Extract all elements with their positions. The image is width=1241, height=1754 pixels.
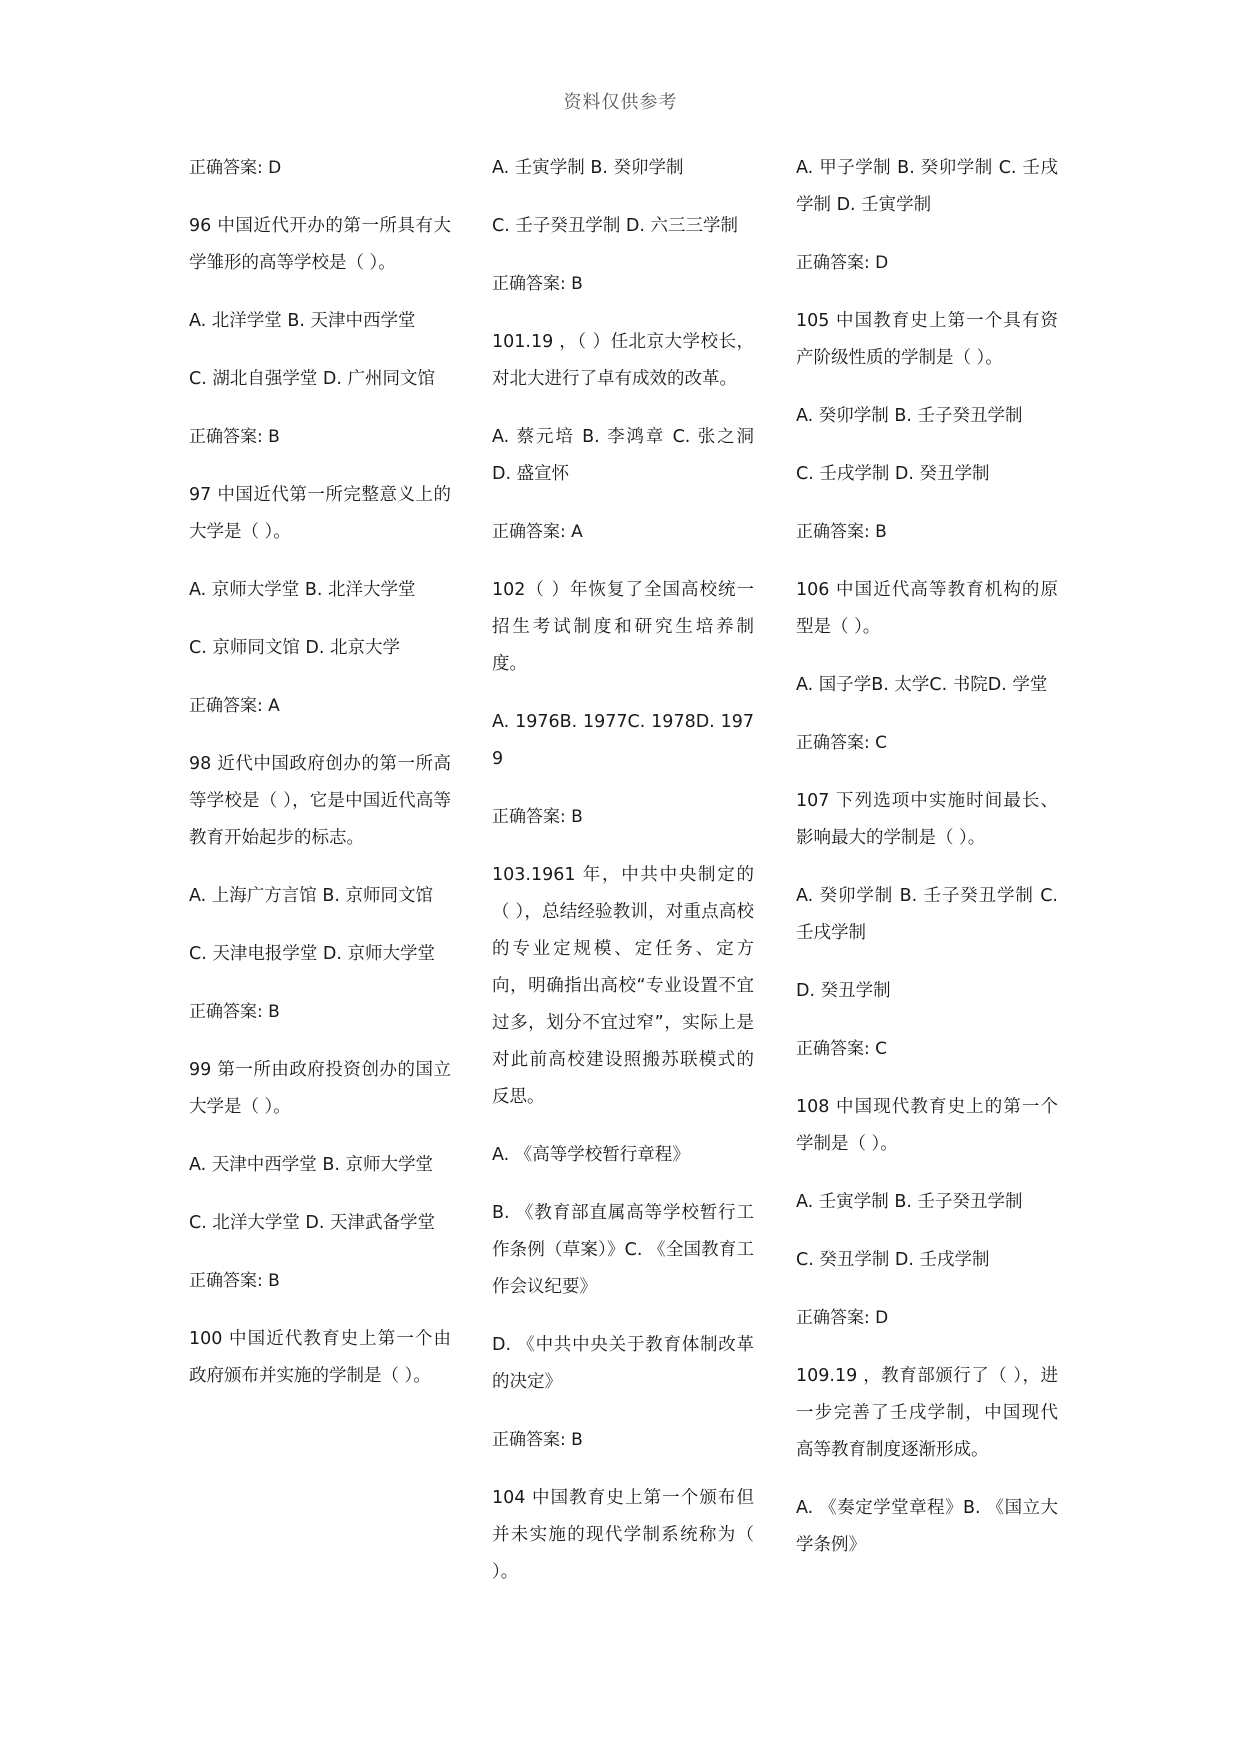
answer-line: 正确答案: B — [189, 1271, 280, 1291]
option-line: C. 壬子癸丑学制 D. 六三三学制 — [492, 216, 739, 236]
answer-line: 正确答案: D — [189, 158, 282, 178]
answer-line: 正确答案: A — [492, 522, 583, 542]
text-column-1 — [189, 150, 451, 1416]
question-text: 108 中国现代教育史上的第一个学制是（ ）。 — [796, 1097, 1058, 1154]
option-line: A. 癸卯学制 B. 壬子癸丑学制 C. 壬戌学制 — [796, 886, 1058, 943]
question-text: 107 下列选项中实施时间最长、影响最大的学制是（ ）。 — [796, 791, 1058, 848]
answer-line: 正确答案: D — [796, 253, 889, 273]
option-line: B. 《教育部直属高等学校暂行工作条例（草案）》C. 《全国教育工作会议纪要》 — [492, 1203, 754, 1297]
option-line: A. 《奏定学堂章程》B. 《国立大学条例》 — [796, 1498, 1058, 1555]
question-text: 105 中国教育史上第一个具有资产阶级性质的学制是（ ）。 — [796, 311, 1058, 368]
option-line: C. 北洋大学堂 D. 天津武备学堂 — [189, 1213, 436, 1233]
text-column-3 — [796, 150, 1058, 1585]
option-line: A. 《高等学校暂行章程》 — [492, 1145, 690, 1165]
option-line: A. 京师大学堂 B. 北洋大学堂 — [189, 580, 416, 600]
option-line: D. 《中共中央关于教育体制改革的决定》 — [492, 1335, 754, 1392]
option-line: A. 甲子学制 B. 癸卯学制 C. 壬戌学制 D. 壬寅学制 — [796, 158, 1058, 215]
question-text: 96 中国近代开办的第一所具有大学雏形的高等学校是（ ）。 — [189, 216, 451, 273]
answer-line: 正确答案: B — [492, 807, 583, 827]
option-line: C. 京师同文馆 D. 北京大学 — [189, 638, 401, 658]
question-text: 103.1961 年，中共中央制定的（ ），总结经验教训，对重点高校的专业定规模、定任务、定方向，明确指出高校“专业设置不宜过多，划分不宜过窄”，实际上是对此前高校建设照搬苏联模式的反思。 — [492, 865, 754, 1107]
answer-line: 正确答案: B — [189, 1002, 280, 1022]
text-column-2 — [492, 150, 754, 1612]
answer-line: 正确答案: B — [189, 427, 280, 447]
option-line: A. 蔡元培 B. 李鸿章 C. 张之洞 D. 盛宣怀 — [492, 427, 754, 484]
option-line: A. 天津中西学堂 B. 京师大学堂 — [189, 1155, 433, 1175]
question-text: 98 近代中国政府创办的第一所高等学校是（ ），它是中国近代高等教育开始起步的标志。 — [189, 754, 451, 848]
question-text: 104 中国教育史上第一个颁布但并未实施的现代学制系统称为（ ）。 — [492, 1488, 754, 1582]
option-line: D. 癸丑学制 — [796, 981, 891, 1001]
option-line: A. 壬寅学制 B. 壬子癸丑学制 — [796, 1192, 1023, 1212]
answer-line: 正确答案: C — [796, 733, 888, 753]
answer-line: 正确答案: B — [492, 274, 583, 294]
question-text: 100 中国近代教育史上第一个由政府颁布并实施的学制是（ ）。 — [189, 1329, 451, 1386]
page-header: 资料仅供参考 — [563, 92, 678, 113]
question-text: 99 第一所由政府投资创办的国立大学是（ ）。 — [189, 1060, 451, 1117]
option-line: C. 湖北自强学堂 D. 广州同文馆 — [189, 369, 436, 389]
answer-line: 正确答案: A — [189, 696, 280, 716]
question-text: 97 中国近代第一所完整意义上的大学是（ ）。 — [189, 485, 451, 542]
question-text: 101.19 ，（ ）任北京大学校长，对北大进行了卓有成效的改革。 — [492, 332, 754, 389]
answer-line: 正确答案: D — [796, 1308, 889, 1328]
option-line: A. 癸卯学制 B. 壬子癸丑学制 — [796, 406, 1023, 426]
option-line: A. 国子学B. 太学C. 书院D. 学堂 — [796, 675, 1048, 695]
answer-line: 正确答案: B — [492, 1430, 583, 1450]
option-line: A. 壬寅学制 B. 癸卯学制 — [492, 158, 684, 178]
question-text: 102（ ）年恢复了全国高校统一招生考试制度和研究生培养制度。 — [492, 580, 754, 674]
answer-line: 正确答案: B — [796, 522, 887, 542]
option-line: C. 癸丑学制 D. 壬戌学制 — [796, 1250, 990, 1270]
answer-line: 正确答案: C — [796, 1039, 888, 1059]
question-text: 109.19 ，教育部颁行了（ ），进一步完善了壬戌学制，中国现代高等教育制度逐渐形成。 — [796, 1366, 1058, 1460]
option-line: C. 天津电报学堂 D. 京师大学堂 — [189, 944, 436, 964]
option-line: A. 1976B. 1977C. 1978D. 1979 — [492, 712, 754, 769]
option-line: C. 壬戌学制 D. 癸丑学制 — [796, 464, 990, 484]
option-line: A. 上海广方言馆 B. 京师同文馆 — [189, 886, 433, 906]
option-line: A. 北洋学堂 B. 天津中西学堂 — [189, 311, 416, 331]
question-text: 106 中国近代高等教育机构的原型是（ ）。 — [796, 580, 1058, 637]
